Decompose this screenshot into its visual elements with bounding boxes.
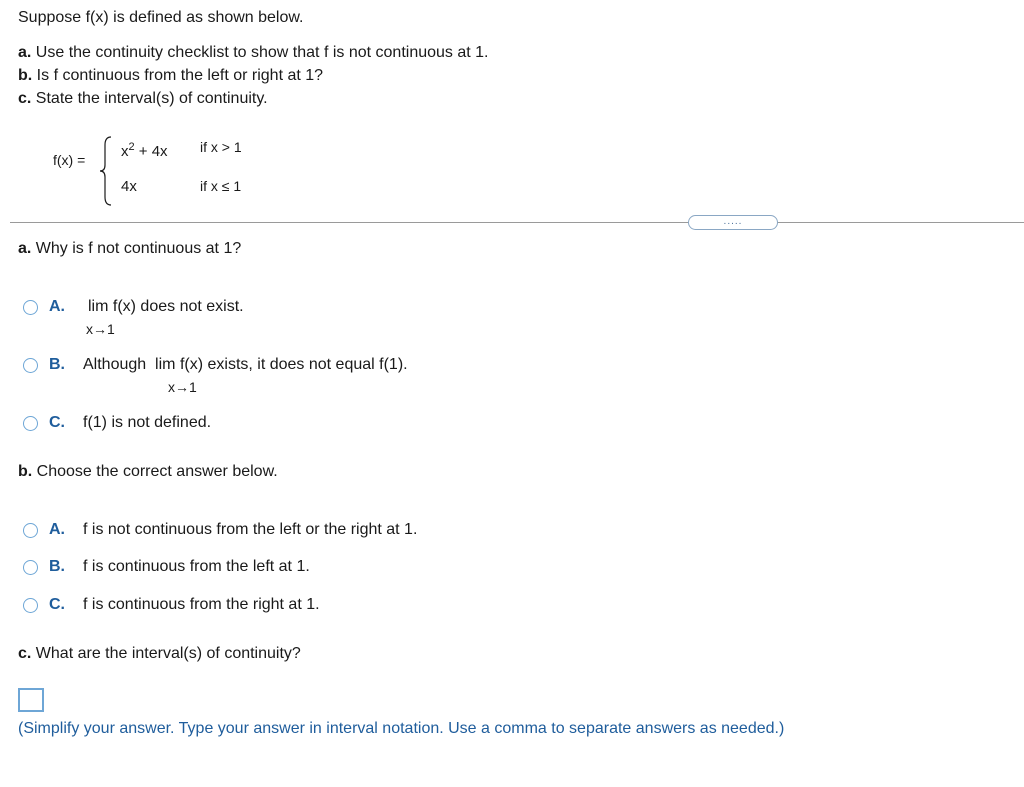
part-b-option-c-letter: C.	[49, 596, 65, 613]
part-a-letter: a.	[18, 240, 32, 257]
part-a-option-a-radio[interactable]	[23, 300, 38, 315]
piece-1-condition: if x > 1	[200, 139, 242, 155]
part-a-option-a-letter: A.	[49, 298, 65, 315]
function-lhs: f(x) =	[53, 152, 86, 168]
part-b-option-a-radio[interactable]	[23, 523, 38, 538]
part-a-option-b-letter: B.	[49, 356, 65, 373]
part-b-option-c-text[interactable]: f is continuous from the right at 1.	[83, 596, 320, 613]
task-a	[18, 44, 488, 62]
part-a-question	[18, 240, 241, 258]
piece-2-expr: 4x	[121, 178, 137, 195]
task-b	[18, 67, 323, 85]
piece-1-expr	[121, 141, 168, 160]
curly-brace-icon	[99, 135, 113, 207]
part-b-option-b-text[interactable]: f is continuous from the left at 1.	[83, 558, 310, 575]
part-a-option-c-radio[interactable]	[23, 416, 38, 431]
piece-2-condition: if x ≤ 1	[200, 178, 242, 194]
part-b-option-a-text[interactable]: f is not continuous from the left or the right at 1.	[83, 521, 418, 538]
task-b-letter: b.	[18, 67, 33, 84]
part-b-option-a-letter: A.	[49, 521, 65, 538]
part-b-text: Choose the correct answer below.	[36, 463, 278, 480]
part-a-option-a-text[interactable]: lim f(x) does not exist.	[88, 298, 244, 315]
part-a-option-c-letter: C.	[49, 414, 65, 431]
piece-1-exponent: 2	[128, 141, 135, 153]
task-a-letter: a.	[18, 44, 32, 61]
task-c	[18, 90, 268, 108]
section-divider	[10, 222, 1024, 223]
intro-text: Suppose f(x) is defined as shown below.	[18, 9, 304, 26]
part-c-question	[18, 645, 301, 663]
part-a-text: Why is f not continuous at 1?	[35, 240, 242, 257]
part-c-text: What are the interval(s) of continuity?	[35, 645, 301, 662]
part-b-option-b-letter: B.	[49, 558, 65, 575]
part-a-option-b-radio[interactable]	[23, 358, 38, 373]
piece-1-base: x	[121, 143, 129, 160]
part-b-question	[18, 463, 278, 481]
part-b-letter: b.	[18, 463, 33, 480]
task-c-text: State the interval(s) of continuity.	[35, 90, 268, 107]
part-a-option-b-text[interactable]: Although lim f(x) exists, it does not equal f(1).	[83, 356, 408, 373]
part-b-option-b-radio[interactable]	[23, 560, 38, 575]
part-c-letter: c.	[18, 645, 32, 662]
part-a-option-a-sub: x→1	[86, 321, 115, 337]
piece-1-rest: + 4x	[134, 143, 168, 160]
part-b-option-c-radio[interactable]	[23, 598, 38, 613]
task-b-text: Is f continuous from the left or right at 1?	[36, 67, 324, 84]
task-a-text: Use the continuity checklist to show that f is not continuous at 1.	[35, 44, 489, 61]
interval-answer-input[interactable]	[18, 688, 44, 712]
part-a-option-c-text[interactable]: f(1) is not defined.	[83, 414, 212, 431]
task-c-letter: c.	[18, 90, 32, 107]
expand-more-button[interactable]: .....	[688, 215, 778, 230]
answer-hint: (Simplify your answer. Type your answer in interval notation. Use a comma to separate answers as needed.)	[18, 720, 785, 737]
part-a-option-b-sub: x→1	[168, 379, 197, 395]
